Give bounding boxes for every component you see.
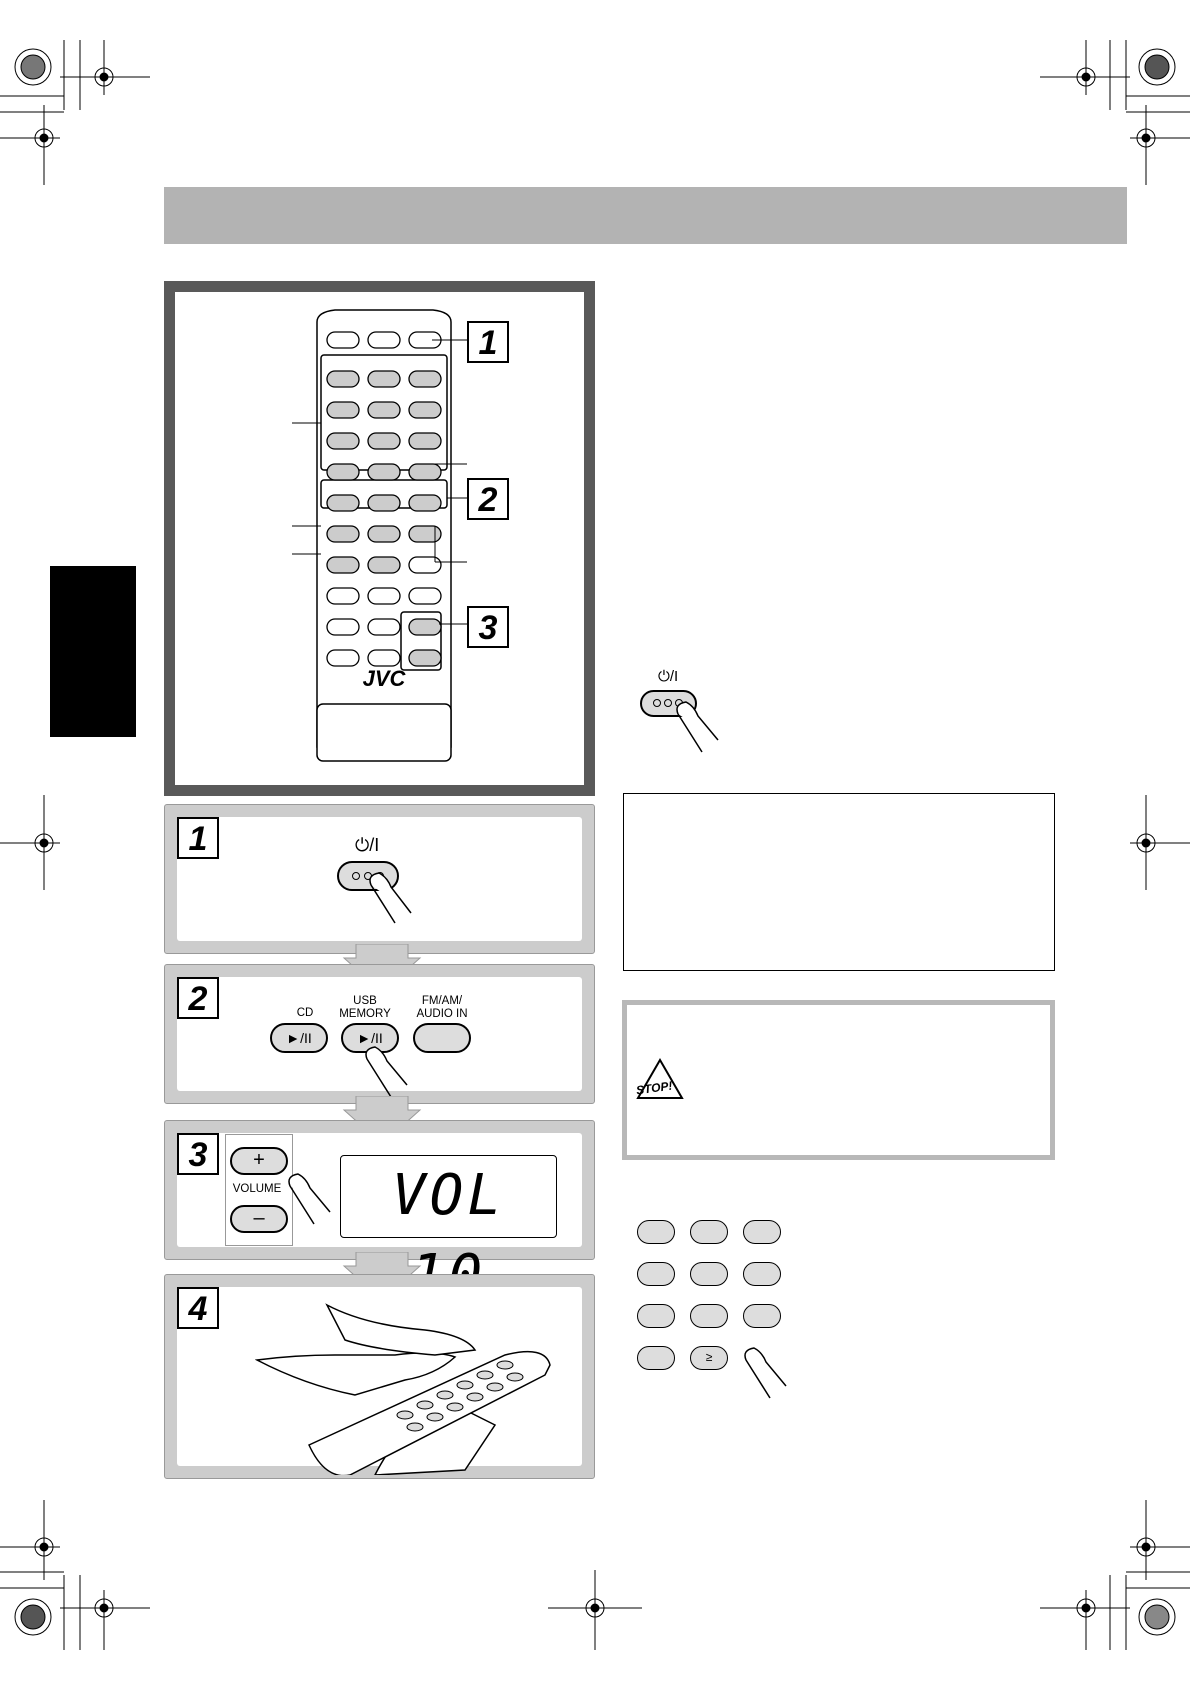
- step-3-number: 3: [177, 1133, 219, 1175]
- remote-button[interactable]: [368, 332, 400, 348]
- keypad-button[interactable]: [690, 1220, 728, 1244]
- cd-play-symbol: ►/II: [286, 1030, 312, 1046]
- remote-button[interactable]: [368, 371, 400, 387]
- remote-button[interactable]: [368, 588, 400, 604]
- keypad-button[interactable]: [690, 1304, 728, 1328]
- fm-am-audio-in-button[interactable]: [413, 1023, 471, 1053]
- remote-button[interactable]: [409, 371, 441, 387]
- remote-button[interactable]: [409, 557, 441, 573]
- keypad-button[interactable]: [743, 1304, 781, 1328]
- remote-button[interactable]: [327, 371, 359, 387]
- note-box: [623, 793, 1055, 971]
- step-4-number: 4: [177, 1287, 219, 1329]
- cd-label: CD: [296, 1007, 314, 1019]
- keypad-button[interactable]: [637, 1262, 675, 1286]
- remote-button[interactable]: [327, 588, 359, 604]
- remote-button[interactable]: [327, 332, 359, 348]
- remote-button[interactable]: [327, 464, 359, 480]
- step-2-panel: [164, 964, 595, 1104]
- remote-button[interactable]: [327, 495, 359, 511]
- usb-memory-label: USB MEMORY: [339, 995, 391, 1020]
- remote-button[interactable]: [409, 526, 441, 542]
- keypad-button[interactable]: [637, 1220, 675, 1244]
- remote-button[interactable]: [409, 619, 441, 635]
- remote-button[interactable]: [409, 588, 441, 604]
- volume-plus-symbol: +: [253, 1149, 265, 1171]
- keypad-button[interactable]: [743, 1220, 781, 1244]
- caution-box: [622, 1000, 1055, 1160]
- finger-icon: [365, 865, 415, 925]
- remote-figure: [164, 281, 595, 796]
- keypad-button[interactable]: [637, 1304, 675, 1328]
- step-2-number: 2: [177, 977, 219, 1019]
- step-1-power-label: ⏻/I: [355, 835, 380, 855]
- keypad-button[interactable]: [743, 1262, 781, 1286]
- keypad-button[interactable]: [690, 1346, 728, 1370]
- keypad-extra-symbol: ≥: [705, 1350, 713, 1364]
- remote-button[interactable]: [327, 650, 359, 666]
- step-1-panel: [164, 804, 595, 954]
- volume-minus-button[interactable]: [230, 1205, 288, 1233]
- remote-button[interactable]: [327, 619, 359, 635]
- stop-label: STOP!: [635, 1078, 674, 1098]
- remote-button[interactable]: [368, 495, 400, 511]
- side-power-label: ⏻/I: [658, 668, 679, 685]
- finger-icon: [740, 1346, 790, 1401]
- remote-button[interactable]: [368, 557, 400, 573]
- keypad-button[interactable]: [690, 1262, 728, 1286]
- remote-button[interactable]: [368, 464, 400, 480]
- remote-button[interactable]: [409, 495, 441, 511]
- header-bar: [164, 187, 1127, 244]
- volume-minus-symbol: –: [253, 1207, 265, 1229]
- remote-button[interactable]: [327, 557, 359, 573]
- volume-display: VOL: [340, 1155, 557, 1238]
- finger-icon: [361, 1045, 411, 1100]
- usb-play-symbol: ►/II: [357, 1030, 383, 1046]
- remote-button[interactable]: [368, 650, 400, 666]
- volume-plus-button[interactable]: [230, 1147, 288, 1175]
- remote-button[interactable]: [409, 464, 441, 480]
- remote-control-illustration: [175, 292, 584, 785]
- step-1-number: 1: [177, 817, 219, 859]
- fm-am-audio-in-label: FM/AM/ AUDIO IN: [416, 995, 468, 1020]
- remote-button[interactable]: [327, 433, 359, 449]
- volume-label: VOLUME: [232, 1183, 282, 1195]
- remote-button[interactable]: [409, 433, 441, 449]
- volume-group: [225, 1134, 293, 1246]
- remote-button[interactable]: [409, 650, 441, 666]
- remote-button[interactable]: [368, 619, 400, 635]
- remote-button[interactable]: [368, 433, 400, 449]
- keypad-button[interactable]: [637, 1346, 675, 1370]
- remote-button[interactable]: [409, 402, 441, 418]
- finger-icon: [672, 700, 722, 755]
- hands-holding-remote-illustration: [255, 1295, 555, 1475]
- step-4-panel: [164, 1274, 595, 1479]
- finger-icon: [284, 1172, 334, 1227]
- cd-play-button[interactable]: [270, 1023, 328, 1053]
- side-tab: [50, 566, 136, 737]
- callout-3: 3: [467, 606, 509, 648]
- callout-2: 2: [467, 478, 509, 520]
- remote-button[interactable]: [368, 526, 400, 542]
- remote-button[interactable]: [327, 402, 359, 418]
- remote-button[interactable]: [368, 402, 400, 418]
- callout-1: 1: [467, 321, 509, 363]
- remote-button[interactable]: [327, 526, 359, 542]
- remote-brand: JVC: [362, 666, 406, 691]
